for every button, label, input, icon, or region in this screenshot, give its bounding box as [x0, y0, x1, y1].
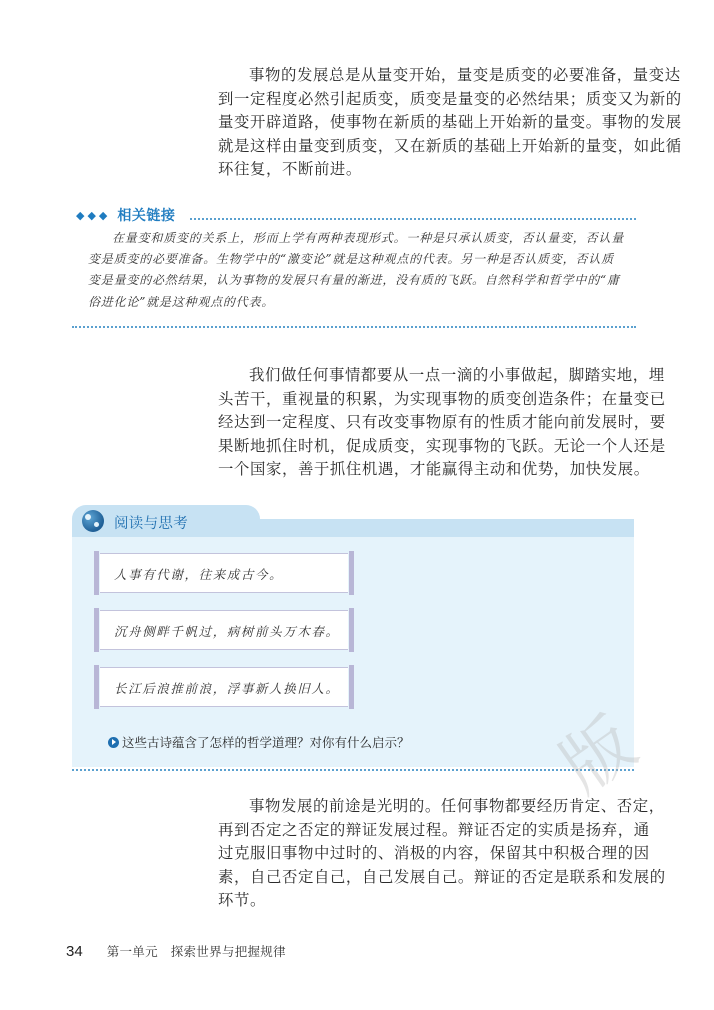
body-paragraph-2: [218, 364, 666, 482]
related-link-header: [76, 205, 175, 225]
dotted-divider: [72, 769, 634, 771]
text-line: 变是量变的必然结果，认为事物的发展只有量的渐进，没有质的飞跃。自然科学和哲学中的“庸: [88, 273, 620, 288]
text-line: 就是这样由量变到质变，又在新质的基础上开始新的量变，如此循: [218, 136, 682, 155]
dotted-divider: [190, 218, 636, 220]
text-line: 我们做任何事情都要从一点一滴的小事做起，脚踏实地，埋: [249, 366, 665, 384]
play-circle-icon: [108, 737, 119, 748]
body-paragraph-1: [218, 64, 682, 182]
text-line: 事物的发展总是从量变开始，量变是质变的必要准备，量变达: [249, 66, 681, 84]
text-line: 经达到一定程度、只有改变事物原有的性质才能向前发展时，要: [218, 413, 666, 432]
text-line: 事物发展的前途是光明的。任何事物都要经历肯定、否定，: [249, 797, 665, 815]
text-line: 俗进化论”就是这种观点的代表。: [88, 294, 275, 309]
watermark: 版: [545, 701, 651, 809]
poem-text: 人事有代谢，往来成古今。: [114, 567, 284, 582]
poem-card: [100, 553, 348, 593]
body-paragraph-3: [218, 795, 666, 913]
text-line: 环节。: [218, 891, 266, 910]
globe-icon: [82, 510, 104, 532]
text-line: 头苦干，重视量的积累，为实现事物的质变创造条件；在量变已: [218, 389, 666, 408]
text-line: 量变开辟道路，使事物在新质的基础上开始新的量变。事物的发展: [218, 113, 682, 132]
text-line: 再到否定之否定的辩证发展过程。辩证否定的实质是扬弃，通: [218, 820, 650, 839]
question-text: 这些古诗蕴含了怎样的哲学道理？对你有什么启示？: [122, 735, 410, 750]
poem-card: [100, 667, 348, 707]
unit-title: 第一单元 探索世界与把握规律: [106, 944, 286, 959]
reading-thinking-box: [72, 505, 634, 767]
discussion-question: [108, 733, 410, 751]
dotted-divider: [72, 326, 636, 328]
poem-text: 长江后浪推前浪，浮事新人换旧人。: [114, 681, 340, 696]
text-line: 果断地抓住时机，促成质变，实现事物的飞跃。无论一个人还是: [218, 436, 666, 455]
reading-box-title: 阅读与思考: [114, 516, 188, 532]
text-line: 在量变和质变的关系上，形而上学有两种表现形式。一种是只承认质变，否认量变，否认量: [112, 231, 625, 245]
page-number: 34: [66, 942, 83, 960]
box-header-tab: [72, 505, 260, 537]
text-line: 到一定程度必然引起质变，质变是量变的必然结果；质变又为新的: [218, 89, 682, 108]
poem-text: 沉舟侧畔千帆过，病树前头万木春。: [114, 624, 340, 639]
text-line: 过克服旧事物中过时的、消极的内容，保留其中积极合理的因: [218, 844, 650, 863]
text-line: 变是质变的必要准备。生物学中的“激变论”就是这种观点的代表。另一种是否认质变，否认质: [88, 252, 614, 267]
page-footer: [66, 942, 286, 960]
text-line: 素，自己否定自己，自己发展自己。辩证的否定是联系和发展的: [218, 867, 666, 886]
related-link-title: 相关链接: [117, 208, 176, 224]
poem-card: [100, 610, 348, 650]
text-line: 一个国家，善于抓住机遇，才能赢得主动和优势，加快发展。: [218, 460, 650, 479]
related-link-body: [88, 228, 636, 313]
diamond-bullets-icon: ◆◆◆: [76, 208, 111, 222]
text-line: 环往复，不断前进。: [218, 160, 362, 179]
